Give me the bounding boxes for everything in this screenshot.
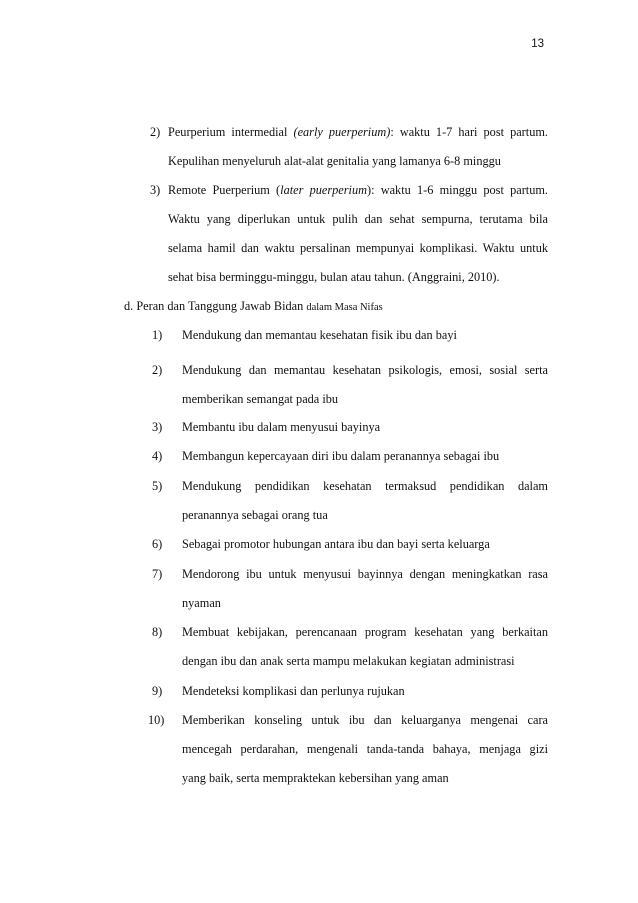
list-item-line: Mendukung dan memantau kesehatan psikologis, emosi, sosial serta (182, 363, 548, 377)
list-number: 9) (152, 684, 163, 698)
sub-item-first-line: Peurperium intermedial (early puerperium): waktu 1-7 hari post partum. (168, 125, 548, 139)
sub-item-marker: 3) (150, 183, 161, 197)
section-heading (124, 298, 383, 316)
list-number: 1) (152, 328, 163, 342)
section-marker: d. (124, 299, 134, 313)
sub-item-marker: 2) (150, 125, 161, 139)
list-item-line: Mendukung pendidikan kesehatan termaksud pendidikan dalam (182, 479, 548, 493)
list-number: 10) (148, 713, 165, 727)
sub-item-continuation: selama hamil dan waktu persalinan mempunyai komplikasi. Waktu untuk (168, 241, 548, 255)
list-item-line: Mendorong ibu untuk menyusui bayinnya dengan meningkatkan rasa (182, 567, 548, 581)
sub-item-first-line: Remote Puerperium (later puerperium): waktu 1-6 minggu post partum. (168, 183, 548, 197)
sub-item-continuation: Kepulihan menyeluruh alat-alat genitalia yang lamanya 6-8 minggu (168, 154, 501, 168)
list-item-line: Memberikan konseling untuk ibu dan keluarganya mengenai cara (182, 713, 548, 727)
list-item-line: memberikan semangat pada ibu (182, 392, 339, 406)
page-number: 13 (531, 38, 544, 50)
section-title: Peran dan Tanggung Jawab Bidan (136, 299, 304, 313)
list-item-line: Sebagai promotor hubungan antara ibu dan bayi serta keluarga (182, 537, 490, 551)
list-number: 3) (152, 420, 163, 434)
list-number: 2) (152, 363, 163, 377)
list-number: 8) (152, 625, 163, 639)
list-number: 5) (152, 479, 163, 493)
list-item-line: Mendukung dan memantau kesehatan fisik ibu dan bayi (182, 328, 457, 342)
list-item-line: yang baik, serta mempraktekan kebersihan yang aman (182, 771, 449, 785)
list-item-line: mencegah perdarahan, mengenali tanda-tanda bahaya, menjaga gizi (182, 742, 548, 756)
list-number: 4) (152, 449, 163, 463)
list-item-line: nyaman (182, 596, 221, 610)
list-item-line: Membantu ibu dalam menyusui bayinya (182, 420, 381, 434)
list-item-line: peranannya sebagai orang tua (182, 508, 328, 522)
list-item-line: Membuat kebijakan, perencanaan program kesehatan yang berkaitan (182, 625, 548, 639)
list-number: 6) (152, 537, 163, 551)
section-title-small: dalam Masa Nifas (306, 302, 383, 313)
list-item-line: dengan ibu dan anak serta mampu melakukan kegiatan administrasi (182, 654, 515, 668)
list-item-line: Membangun kepercayaan diri ibu dalam peranannya sebagai ibu (182, 449, 500, 463)
list-item-line: Mendeteksi komplikasi dan perlunya rujukan (182, 684, 405, 698)
sub-item-continuation: sehat bisa berminggu-minggu, bulan atau tahun. (Anggraini, 2010). (168, 270, 500, 284)
list-number: 7) (152, 567, 163, 581)
sub-item-continuation: Waktu yang diperlukan untuk pulih dan sehat sempurna, terutama bila (168, 212, 548, 226)
